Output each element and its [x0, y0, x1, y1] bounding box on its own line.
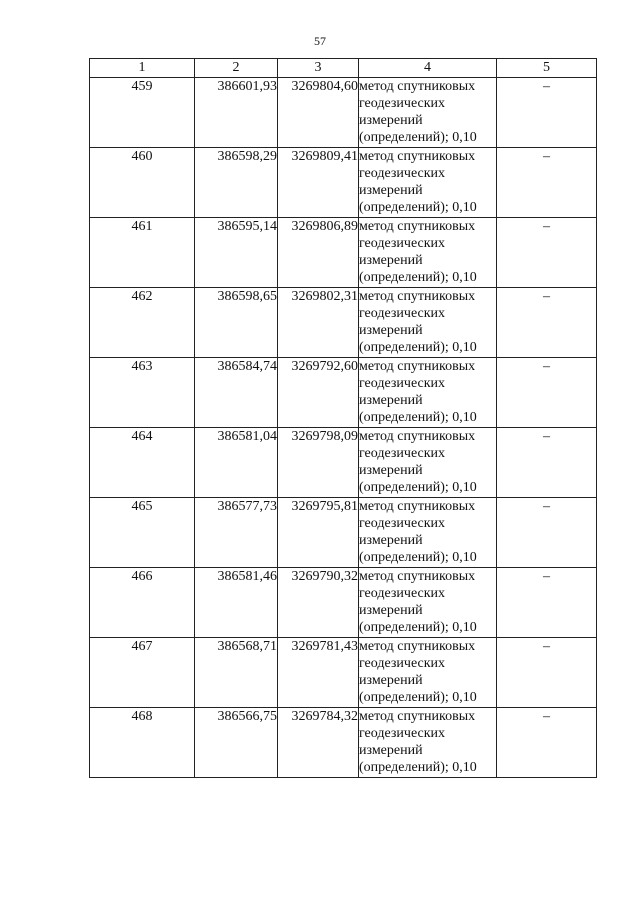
- method-cell: [359, 218, 497, 288]
- method-line: (определений); 0,10: [359, 130, 477, 145]
- header-col-5: 5: [497, 59, 597, 78]
- note-cell: –: [497, 288, 597, 358]
- table-row: [90, 288, 597, 358]
- method-line: измерений: [359, 183, 423, 198]
- method-cell: [359, 78, 497, 148]
- header-col-1: 1: [90, 59, 195, 78]
- coordinates-table: [89, 58, 597, 778]
- method-line: (определений); 0,10: [359, 690, 477, 705]
- note-cell: –: [497, 78, 597, 148]
- method-line: измерений: [359, 743, 423, 758]
- method-cell: [359, 568, 497, 638]
- method-line: (определений); 0,10: [359, 340, 477, 355]
- method-line: геодезических: [359, 586, 446, 601]
- coordinate-x-cell: 386581,04: [195, 428, 278, 498]
- coordinate-x-cell: 386601,93: [195, 78, 278, 148]
- method-line: измерений: [359, 393, 423, 408]
- header-col-3: 3: [278, 59, 359, 78]
- method-cell: [359, 358, 497, 428]
- coordinate-x-cell: 386584,74: [195, 358, 278, 428]
- method-line: метод спутниковых: [359, 219, 476, 234]
- method-line: измерений: [359, 463, 423, 478]
- table-row: [90, 78, 597, 148]
- coordinate-x-cell: 386598,29: [195, 148, 278, 218]
- point-number-cell: 468: [90, 708, 195, 778]
- method-cell: [359, 288, 497, 358]
- method-cell: [359, 148, 497, 218]
- coordinate-y-cell: 3269790,32: [278, 568, 359, 638]
- method-line: (определений); 0,10: [359, 760, 477, 775]
- point-number-cell: 467: [90, 638, 195, 708]
- method-line: геодезических: [359, 516, 446, 531]
- coordinate-y-cell: 3269806,89: [278, 218, 359, 288]
- coordinate-y-cell: 3269795,81: [278, 498, 359, 568]
- table-row: [90, 498, 597, 568]
- method-line: (определений); 0,10: [359, 550, 477, 565]
- coordinate-x-cell: 386566,75: [195, 708, 278, 778]
- table-row: [90, 638, 597, 708]
- method-line: метод спутниковых: [359, 499, 476, 514]
- point-number-cell: 464: [90, 428, 195, 498]
- method-line: измерений: [359, 253, 423, 268]
- method-line: метод спутниковых: [359, 289, 476, 304]
- method-cell: [359, 638, 497, 708]
- coordinate-y-cell: 3269802,31: [278, 288, 359, 358]
- table-header-row: [90, 59, 597, 78]
- note-cell: –: [497, 638, 597, 708]
- method-line: метод спутниковых: [359, 359, 476, 374]
- method-line: геодезических: [359, 656, 446, 671]
- coordinate-y-cell: 3269804,60: [278, 78, 359, 148]
- method-line: геодезических: [359, 166, 446, 181]
- point-number-cell: 461: [90, 218, 195, 288]
- method-line: метод спутниковых: [359, 709, 476, 724]
- page-number: 57: [314, 34, 326, 48]
- table-row: [90, 148, 597, 218]
- method-line: (определений); 0,10: [359, 620, 477, 635]
- method-line: метод спутниковых: [359, 79, 476, 94]
- method-line: (определений); 0,10: [359, 410, 477, 425]
- table-row: [90, 428, 597, 498]
- point-number-cell: 465: [90, 498, 195, 568]
- header-col-4: 4: [359, 59, 497, 78]
- coordinate-y-cell: 3269809,41: [278, 148, 359, 218]
- method-line: измерений: [359, 323, 423, 338]
- method-line: измерений: [359, 673, 423, 688]
- coordinate-x-cell: 386581,46: [195, 568, 278, 638]
- note-cell: –: [497, 708, 597, 778]
- method-line: геодезических: [359, 376, 446, 391]
- method-line: геодезических: [359, 726, 446, 741]
- note-cell: –: [497, 358, 597, 428]
- method-line: метод спутниковых: [359, 429, 476, 444]
- method-cell: [359, 498, 497, 568]
- method-cell: [359, 708, 497, 778]
- coordinate-x-cell: 386568,71: [195, 638, 278, 708]
- header-col-2: 2: [195, 59, 278, 78]
- note-cell: –: [497, 148, 597, 218]
- method-line: геодезических: [359, 306, 446, 321]
- method-line: измерений: [359, 533, 423, 548]
- point-number-cell: 466: [90, 568, 195, 638]
- method-line: геодезических: [359, 96, 446, 111]
- table-row: [90, 568, 597, 638]
- coordinate-y-cell: 3269798,09: [278, 428, 359, 498]
- coordinate-x-cell: 386595,14: [195, 218, 278, 288]
- point-number-cell: 463: [90, 358, 195, 428]
- method-line: метод спутниковых: [359, 639, 476, 654]
- note-cell: –: [497, 568, 597, 638]
- coordinate-x-cell: 386598,65: [195, 288, 278, 358]
- table-row: [90, 708, 597, 778]
- method-line: метод спутниковых: [359, 149, 476, 164]
- coordinate-x-cell: 386577,73: [195, 498, 278, 568]
- note-cell: –: [497, 498, 597, 568]
- note-cell: –: [497, 428, 597, 498]
- coordinate-y-cell: 3269784,32: [278, 708, 359, 778]
- method-line: измерений: [359, 603, 423, 618]
- point-number-cell: 459: [90, 78, 195, 148]
- method-line: (определений); 0,10: [359, 270, 477, 285]
- coordinate-y-cell: 3269781,43: [278, 638, 359, 708]
- method-line: геодезических: [359, 236, 446, 251]
- method-line: (определений); 0,10: [359, 480, 477, 495]
- point-number-cell: 462: [90, 288, 195, 358]
- coordinate-y-cell: 3269792,60: [278, 358, 359, 428]
- method-line: геодезических: [359, 446, 446, 461]
- method-line: (определений); 0,10: [359, 200, 477, 215]
- table-row: [90, 218, 597, 288]
- point-number-cell: 460: [90, 148, 195, 218]
- method-line: метод спутниковых: [359, 569, 476, 584]
- method-line: измерений: [359, 113, 423, 128]
- note-cell: –: [497, 218, 597, 288]
- table-row: [90, 358, 597, 428]
- method-cell: [359, 428, 497, 498]
